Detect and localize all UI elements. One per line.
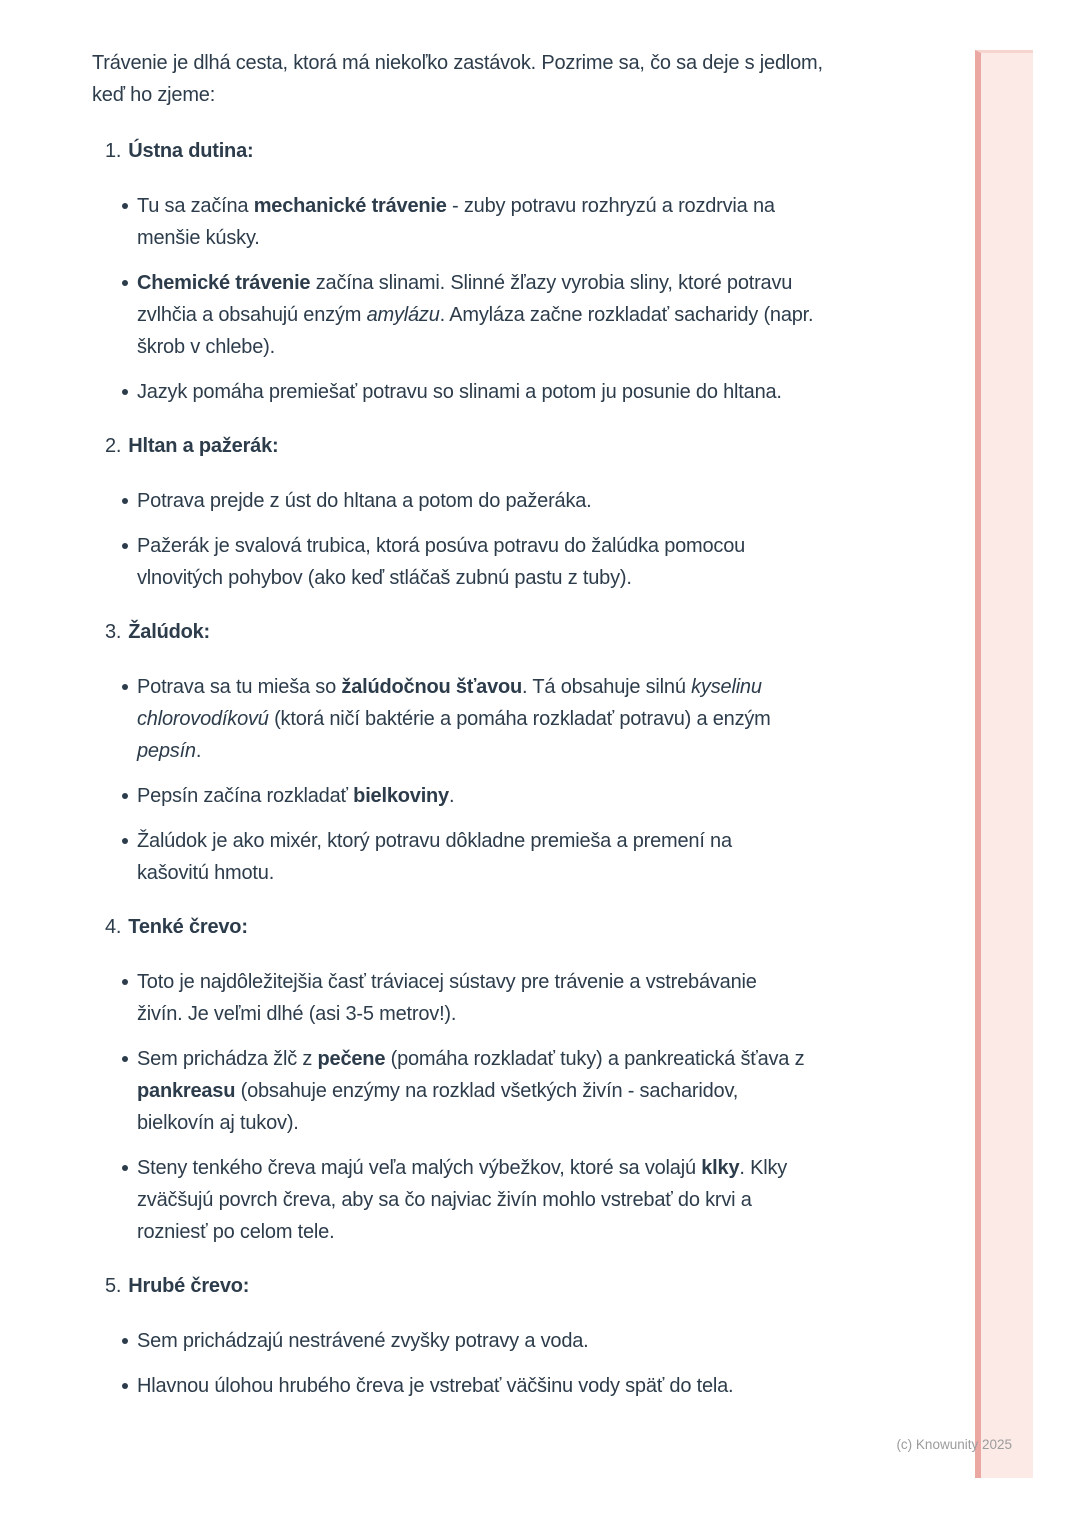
bullet-marker — [122, 280, 128, 286]
text-segment: . — [195, 740, 202, 762]
text-segment: žalúdočnou šťavou — [341, 676, 523, 698]
text-segment: Hlavnou úlohou hrubého čreva je vstrebať väčšinu vody späť do tela. — [137, 1375, 734, 1397]
bullet-list — [92, 1325, 887, 1402]
list-item — [92, 1043, 887, 1139]
sections-list — [92, 113, 887, 1402]
bullet-list — [92, 190, 887, 408]
section-title: Hltan a pažerák: — [128, 435, 279, 457]
bullet-text — [137, 830, 732, 884]
text-segment: Chemické trávenie — [137, 272, 311, 294]
section-number: 2. — [105, 435, 122, 457]
bullet-text — [137, 272, 813, 358]
bullet-text — [137, 676, 771, 762]
list-item — [92, 1152, 887, 1248]
bullet-text — [137, 971, 757, 1025]
section-number: 3. — [105, 621, 122, 643]
bullet-text — [137, 1048, 804, 1134]
bullet-marker — [122, 543, 128, 549]
text-segment: Trávenie je dlhá cesta, ktorá má niekoľko zastávok. Pozrime sa, čo sa deje s jedlom, — [92, 52, 823, 74]
list-item — [92, 825, 887, 889]
text-segment: Steny tenkého čreva majú veľa malých výbežkov, ktoré sa volajú — [137, 1157, 702, 1179]
bullet-text — [137, 490, 592, 512]
section-title: Ústna dutina: — [128, 140, 254, 162]
text-segment: Sem prichádza žlč z — [137, 1048, 318, 1070]
text-segment: Tu sa začína — [137, 195, 254, 217]
section-number: 5. — [105, 1275, 122, 1297]
section-number: 1. — [105, 140, 122, 162]
bullet-text — [137, 1330, 589, 1352]
text-segment: Sem prichádzajú nestrávené zvyšky potravy a voda. — [137, 1330, 589, 1352]
text-segment: . Tá obsahuje silnú — [522, 676, 692, 698]
bullet-marker — [122, 1165, 128, 1171]
section-heading — [92, 113, 887, 190]
bullet-marker — [122, 793, 128, 799]
text-segment: . Klky — [739, 1157, 788, 1179]
bullet-list — [92, 485, 887, 594]
list-item — [92, 485, 887, 517]
bullet-marker — [122, 979, 128, 985]
text-segment: zvlhčia a obsahujú enzým — [137, 304, 367, 326]
bullet-marker — [122, 1338, 128, 1344]
text-segment: Žalúdok je ako mixér, ktorý potravu dôkladne premieša a premení na — [137, 830, 732, 852]
bullet-marker — [122, 684, 128, 690]
bullet-marker — [122, 1383, 128, 1389]
text-segment: Jazyk pomáha premiešať potravu so slinami a potom ju posunie do hltana. — [137, 381, 782, 403]
text-segment: Pažerák je svalová trubica, ktorá posúva potravu do žalúdka pomocou — [137, 535, 746, 557]
text-segment: (pomáha rozkladať tuky) a pankreatická šťava z — [385, 1048, 805, 1070]
text-segment: Potrava prejde z úst do hltana a potom do pažeráka. — [137, 490, 592, 512]
text-segment: začína slinami. Slinné žľazy vyrobia sliny, ktoré potravu — [310, 272, 793, 294]
bullet-list — [92, 671, 887, 889]
text-segment: bielkovín aj tukov). — [137, 1112, 299, 1134]
text-segment: mechanické trávenie — [253, 195, 447, 217]
text-segment: živín. Je veľmi dlhé (asi 3-5 metrov!). — [137, 1003, 457, 1025]
bullet-marker — [122, 498, 128, 504]
bullet-marker — [122, 203, 128, 209]
intro-paragraph — [92, 47, 887, 113]
list-item — [92, 267, 887, 363]
text-segment: zväčšujú povrch čreva, aby sa čo najviac živín mohlo vstrebať do krvi a — [137, 1189, 752, 1211]
section — [92, 594, 887, 889]
bullet-text — [137, 195, 775, 249]
document-content — [92, 0, 887, 1402]
list-item — [92, 190, 887, 254]
text-segment: menšie kúsky. — [137, 227, 260, 249]
text-segment: (obsahuje enzýmy na rozklad všetkých živín - sacharidov, — [235, 1080, 739, 1102]
section-heading — [92, 1248, 887, 1325]
text-segment: keď ho zjeme: — [92, 84, 216, 106]
text-segment: škrob v chlebe). — [137, 336, 275, 358]
section — [92, 113, 887, 408]
text-segment: kašovitú hmotu. — [137, 862, 275, 884]
text-segment: Toto je najdôležitejšia časť tráviacej sústavy pre trávenie a vstrebávanie — [137, 971, 757, 993]
section — [92, 1248, 887, 1402]
copyright-watermark: (c) Knowunity 2025 — [896, 1437, 1012, 1452]
bullet-marker — [122, 1056, 128, 1062]
bullet-text — [137, 535, 745, 589]
text-segment: pečene — [317, 1048, 386, 1070]
list-item — [92, 376, 887, 408]
list-item — [92, 1325, 887, 1357]
text-segment: Potrava sa tu mieša so — [137, 676, 342, 698]
list-item — [92, 1370, 887, 1402]
bullet-text — [137, 1157, 787, 1243]
text-segment: - zuby potravu rozhryzú a rozdrvia na — [446, 195, 775, 217]
bullet-marker — [122, 389, 128, 395]
text-segment: kyselinu — [691, 676, 762, 698]
text-segment: Pepsín začína rozkladať — [137, 785, 354, 807]
section-heading — [92, 889, 887, 966]
section-title: Žalúdok: — [128, 621, 211, 643]
text-segment: bielkoviny — [353, 785, 449, 807]
text-segment: vlnovitých pohybov (ako keď stláčaš zubnú pastu z tuby). — [137, 567, 632, 589]
text-segment: amylázu — [366, 304, 440, 326]
section — [92, 889, 887, 1248]
text-segment: . Amyláza začne rozkladať sacharidy (napr. — [439, 304, 814, 326]
list-item — [92, 780, 887, 812]
list-item — [92, 966, 887, 1030]
bullet-text — [137, 381, 782, 403]
section-heading — [92, 594, 887, 671]
section-number: 4. — [105, 916, 122, 938]
text-segment: (ktorá ničí baktérie a pomáha rozkladať potravu) a enzým — [268, 708, 771, 730]
text-segment: pepsín — [137, 740, 196, 762]
accent-stripe — [975, 50, 1033, 1478]
list-item — [92, 671, 887, 767]
text-segment: klky — [701, 1157, 740, 1179]
bullet-text — [137, 1375, 733, 1397]
text-segment: rozniesť po celom tele. — [137, 1221, 335, 1243]
section — [92, 408, 887, 594]
text-segment: . — [449, 785, 455, 807]
bullet-marker — [122, 838, 128, 844]
bullet-list — [92, 966, 887, 1248]
section-title: Tenké črevo: — [128, 916, 248, 938]
bullet-text — [137, 785, 454, 807]
list-item — [92, 530, 887, 594]
text-segment: chlorovodíkovú — [137, 708, 269, 730]
section-heading — [92, 408, 887, 485]
section-title: Hrubé črevo: — [128, 1275, 250, 1297]
text-segment: pankreasu — [137, 1080, 236, 1102]
